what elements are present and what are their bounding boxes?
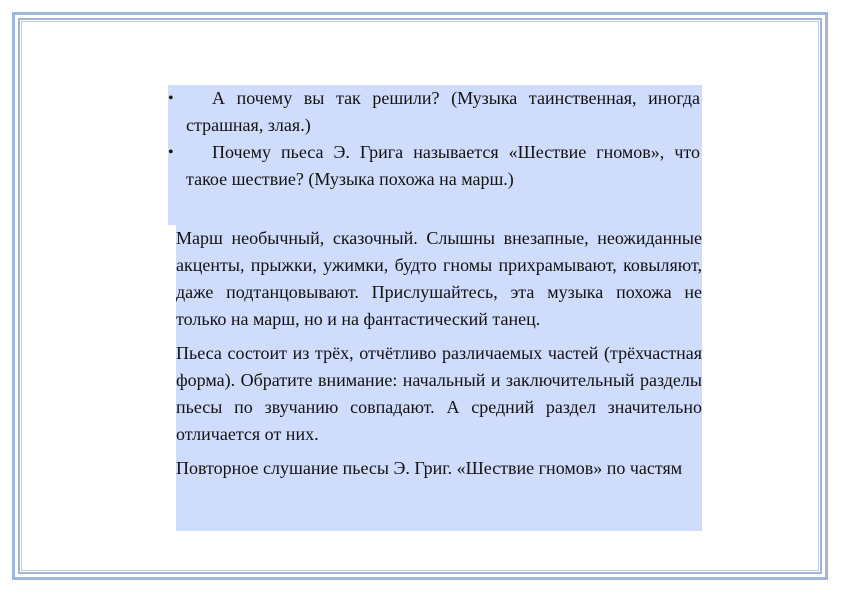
paragraph-form-description: Пьеса состоит из трёх, отчётливо различаемых частей (трёхчастная форма). Обратите внимание: начальный и заключительный разделы пьесы по звучанию совпадают. А средний раздел значительно отличается от них. <box>176 343 702 444</box>
paragraph-march-description: Марш необычный, сказочный. Слышны внезапные, неожиданные акценты, прыжки, ужимки, будто гномы прихрамывают, ковыляют, даже подтанцовывают. Прислушайтесь, эта музыка похожа не только на марш, но и на фантастический танец. <box>176 228 702 329</box>
body-text-block <box>176 225 702 531</box>
bullet-marker: • <box>168 90 174 107</box>
bullet-list <box>168 85 702 225</box>
bullet-item <box>168 85 702 139</box>
bullet-item <box>168 139 702 193</box>
bullet-text: Почему пьеса Э. Грига называется «Шествие гномов», что такое шествие? (Музыка похожа на марш.) <box>186 142 700 189</box>
paragraph-repeat-listening: Повторное слушание пьесы Э. Григ. «Шествие гномов» по частям <box>176 458 683 478</box>
bullet-text: А почему вы так решили? (Музыка таинственная, иногда страшная, злая.) <box>186 88 700 135</box>
bullet-marker: • <box>168 144 174 161</box>
